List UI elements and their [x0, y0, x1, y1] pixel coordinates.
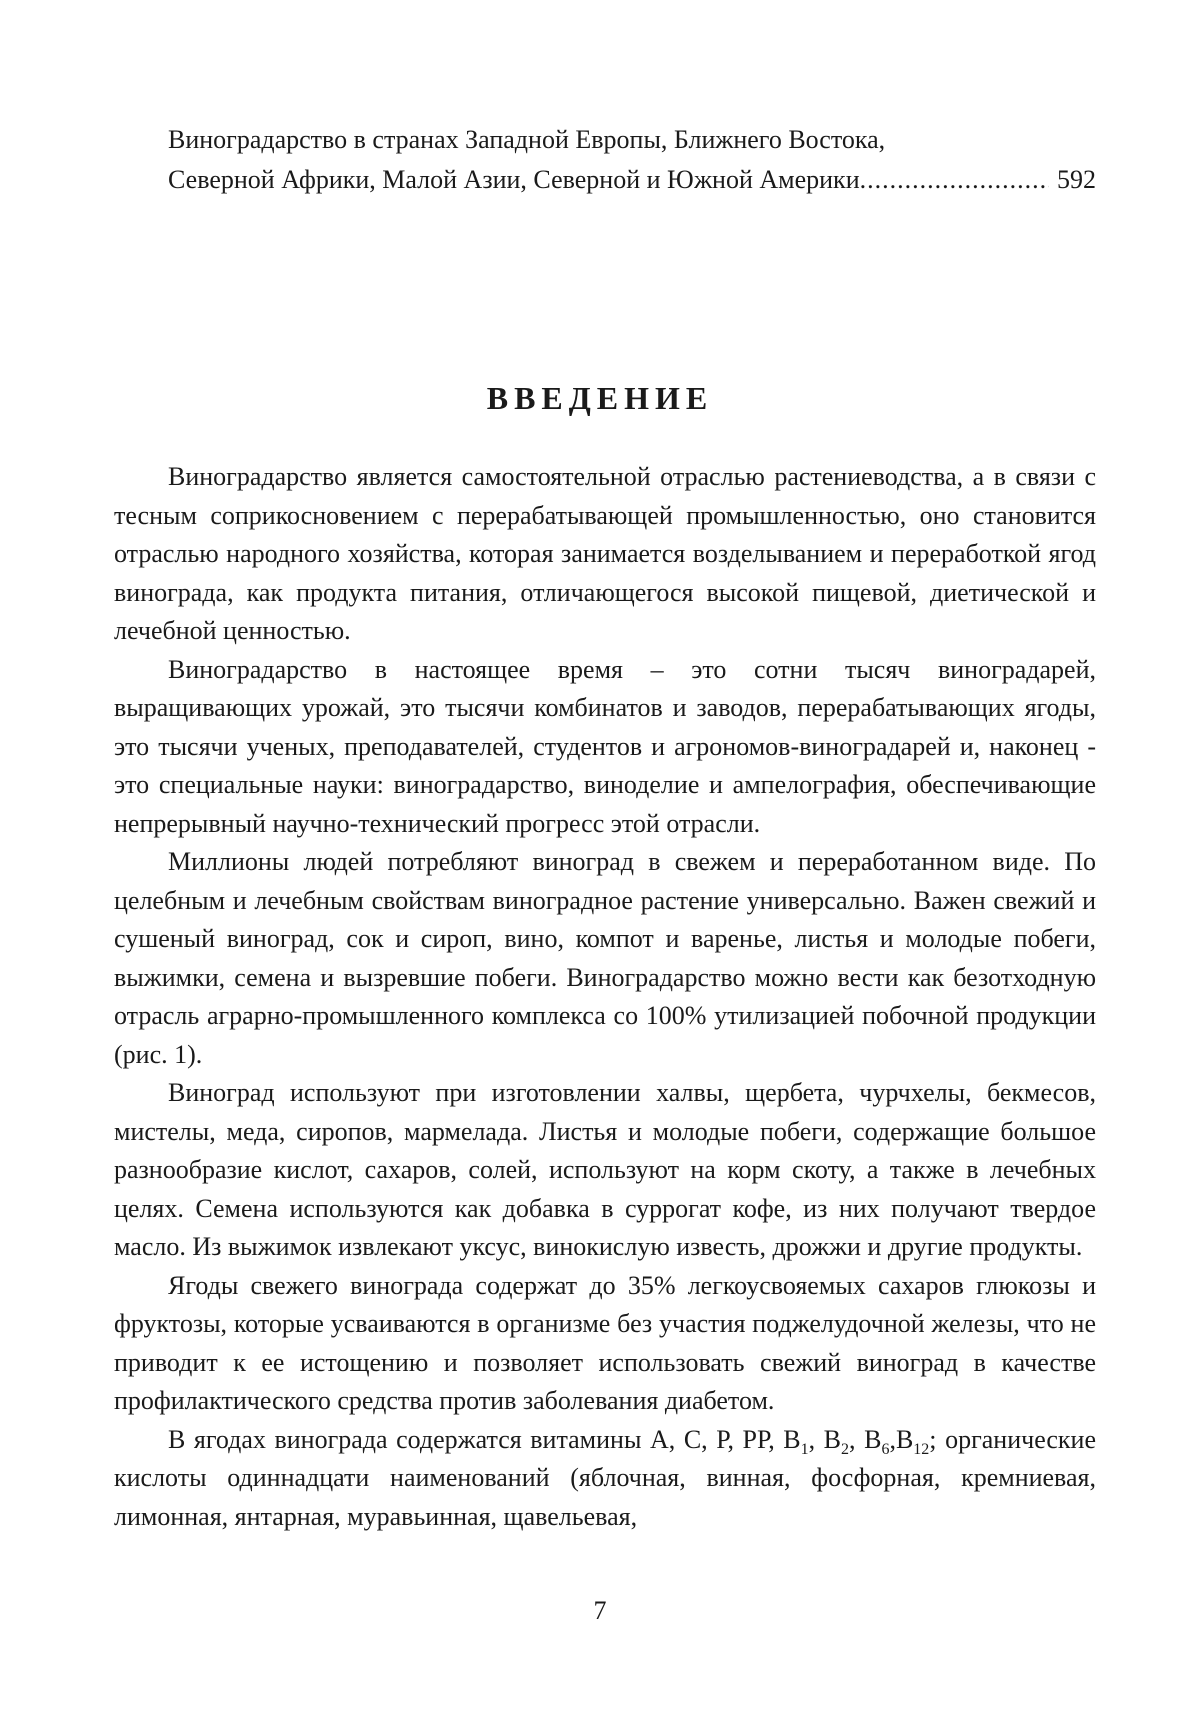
text-span: , В	[809, 1425, 841, 1454]
toc-line-2	[168, 160, 1096, 200]
paragraph-vitamins	[114, 1421, 1096, 1537]
section-heading: ВВЕДЕНИЕ	[0, 380, 1200, 417]
paragraph: Ягоды свежего винограда содержат до 35% легкоусвояемых сахаров глюкозы и фруктозы, которые усваиваются в организме без участия поджелудочной железы, что не приводит к ее истощению и позволяет использовать свежий виноград в качестве профилактического средства против заболевания диабетом.	[114, 1267, 1096, 1421]
text-span: В ягодах винограда содержатся витамины А, С, Р, РР, В	[168, 1425, 801, 1454]
toc-line-1: Виноградарство в странах Западной Европы, Ближнего Востока,	[168, 120, 1096, 160]
toc-leader-dots	[860, 160, 1049, 200]
paragraph: Миллионы людей потребляют виноград в свежем и переработанном виде. По целебным и лечебным свойствам виноградное растение универсально. Важен свежий и сушеный виноград, сок и сироп, вино, компот и варенье, листья и молодые побеги, выжимки, семена и вызревшие побеги. Виноградарство можно вести как безотходную отрасль аграрно-промышленного комплекса со 100% утилизацией побочной продукции (рис. 1).	[114, 843, 1096, 1074]
subscript: 12	[913, 1441, 929, 1458]
text-span: , В	[849, 1425, 881, 1454]
toc-title: Северной Африки, Малой Азии, Северной и Южной Америки	[168, 160, 860, 200]
paragraph: Виноградарство в настоящее время – это сотни тысяч виноградарей, выращивающих урожай, это тысячи комбинатов и заводов, перерабатывающих ягоды, это тысячи ученых, преподавателей, студентов и агрономов-виноградарей и, наконец - это специальные науки: виноградарство, виноделие и ампелография, обеспечивающие непрерывный научно-технический прогресс этой отрасли.	[114, 651, 1096, 844]
paragraph: Виноградарство является самостоятельной отраслью растениеводства, а в связи с тесным соприкосновением с перерабатывающей промышленностью, оно становится отраслью народного хозяйства, которая занимается возделыванием и переработкой ягод винограда, как продукта питания, отличающегося высокой пищевой, диетической и лечебной ценностью.	[114, 458, 1096, 651]
page-number: 7	[0, 1596, 1200, 1626]
paragraph: Виноград используют при изготовлении халвы, щербета, чурчхелы, бекмесов, мистелы, меда, сиропов, мармелада. Листья и молодые побеги, содержащие большое разнообразие кислот, сахаров, солей, используют на корм скоту, а также в лечебных целях. Семена используются как добавка в суррогат кофе, из них получают твердое масло. Из выжимок извлекают уксус, винокислую известь, дрожжи и другие продукты.	[114, 1074, 1096, 1267]
body-text	[114, 458, 1096, 1536]
toc-page-number: 592	[1049, 160, 1096, 200]
subscript: 2	[841, 1441, 849, 1458]
subscript: 6	[881, 1441, 889, 1458]
subscript: 1	[801, 1441, 809, 1458]
toc-entry	[168, 120, 1096, 200]
text-span: ; органические кислоты одиннадцати наименований (яблочная, винная, фосфорная, кремниевая, лимонная, янтарная, муравьинная, щавельевая,	[114, 1425, 1096, 1531]
text-span: ,В	[889, 1425, 913, 1454]
